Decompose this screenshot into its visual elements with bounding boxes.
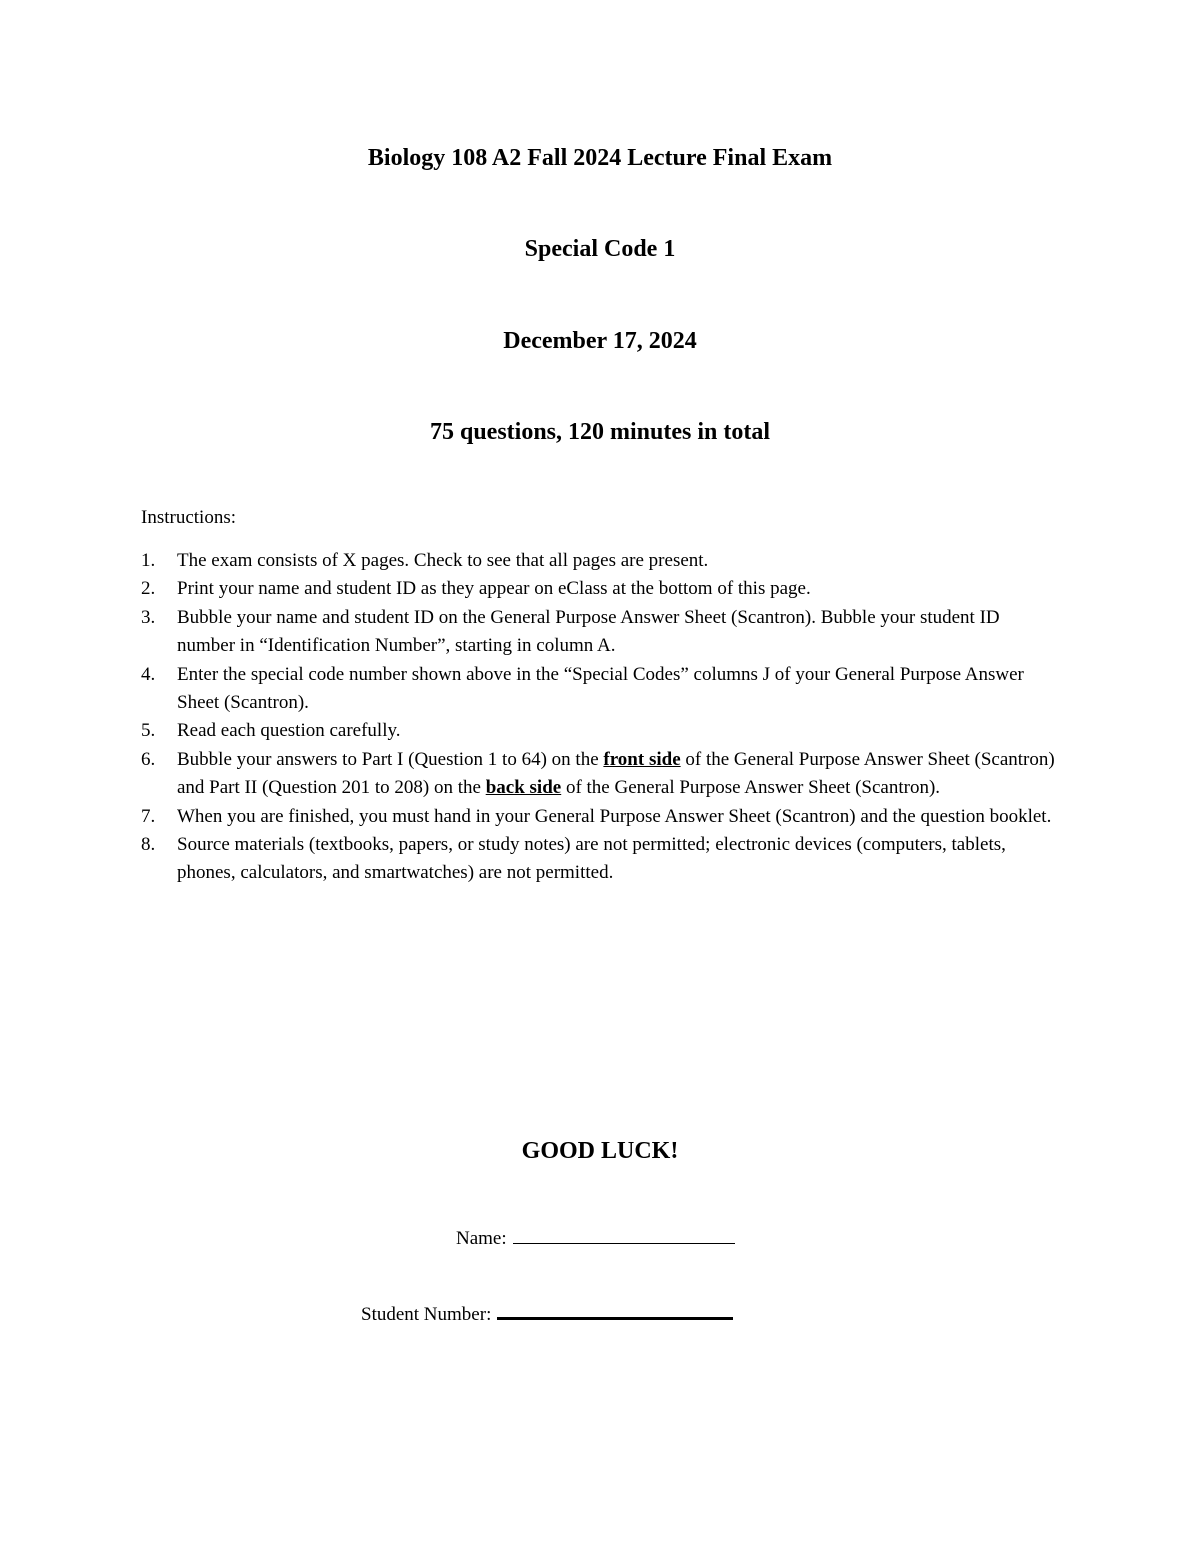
instruction-number: 8. [141, 834, 156, 856]
instruction-number: 3. [141, 606, 156, 628]
student-number-field-row [361, 1303, 733, 1327]
instruction-text: Source materials (textbooks, papers, or study notes) are not permitted; electronic devices (computers, tablets, phones, calculators, and smartwatches) are not permitted. [177, 834, 1006, 884]
good-luck-message: GOOD LUCK! [521, 1138, 679, 1164]
name-label: Name: [456, 1228, 507, 1249]
instruction-text: Read each question carefully. [177, 720, 401, 742]
instruction-number: 1. [141, 550, 156, 571]
instruction-text: of the General Purpose Answer Sheet (Scantron). [561, 777, 941, 799]
instructions-list [141, 547, 1061, 888]
instruction-text: When you are finished, you must hand in your General Purpose Answer Sheet (Scantron) and the question booklet. [177, 805, 1052, 827]
instruction-item [141, 604, 1061, 661]
student-number-blank-line[interactable] [497, 1316, 733, 1320]
instructions-label: Instructions: [141, 507, 236, 528]
instruction-text: Bubble your name and student ID on the General Purpose Answer Sheet (Scantron). Bubble your student ID number in “Identification Number”, starting in column A. [177, 606, 1000, 657]
instruction-number: 4. [141, 663, 156, 685]
instruction-item [141, 575, 1061, 603]
instruction-text: Print your name and student ID as they appear on eClass at the bottom of this page. [177, 578, 811, 600]
instruction-item [141, 831, 1061, 888]
instruction-text: Bubble your answers to Part I (Question 1 to 64) on the [177, 748, 604, 770]
instruction-number: 2. [141, 578, 156, 600]
exam-title: Biology 108 A2 Fall 2024 Lecture Final Exam [367, 145, 833, 171]
student-number-label: Student Number: [361, 1304, 492, 1325]
instruction-item [141, 717, 1061, 745]
special-code: Special Code 1 [524, 236, 676, 262]
instruction-text: of the General Purpose Answer Sheet (Scantron) and Part II (Question 201 to 208) on the [177, 748, 1055, 799]
instruction-text: Enter the special code number shown above in the “Special Codes” columns J of your General Purpose Answer Sheet (Scantron). [177, 663, 1024, 714]
instruction-number: 7. [141, 805, 156, 827]
instruction-item [141, 661, 1061, 718]
exam-date: December 17, 2024 [503, 328, 697, 354]
front-side-emphasis: front side [603, 748, 681, 770]
exam-summary: 75 questions, 120 minutes in total [429, 419, 771, 445]
name-field-row [456, 1227, 735, 1251]
instruction-text: The exam consists of X pages. Check to see that all pages are present. [177, 550, 709, 571]
instruction-item [141, 803, 1061, 831]
instruction-number: 6. [141, 748, 156, 770]
instruction-number: 5. [141, 720, 156, 742]
instruction-item [141, 746, 1061, 803]
back-side-emphasis: back side [485, 777, 562, 799]
instruction-item [141, 547, 1061, 575]
name-blank-line[interactable] [513, 1242, 735, 1244]
